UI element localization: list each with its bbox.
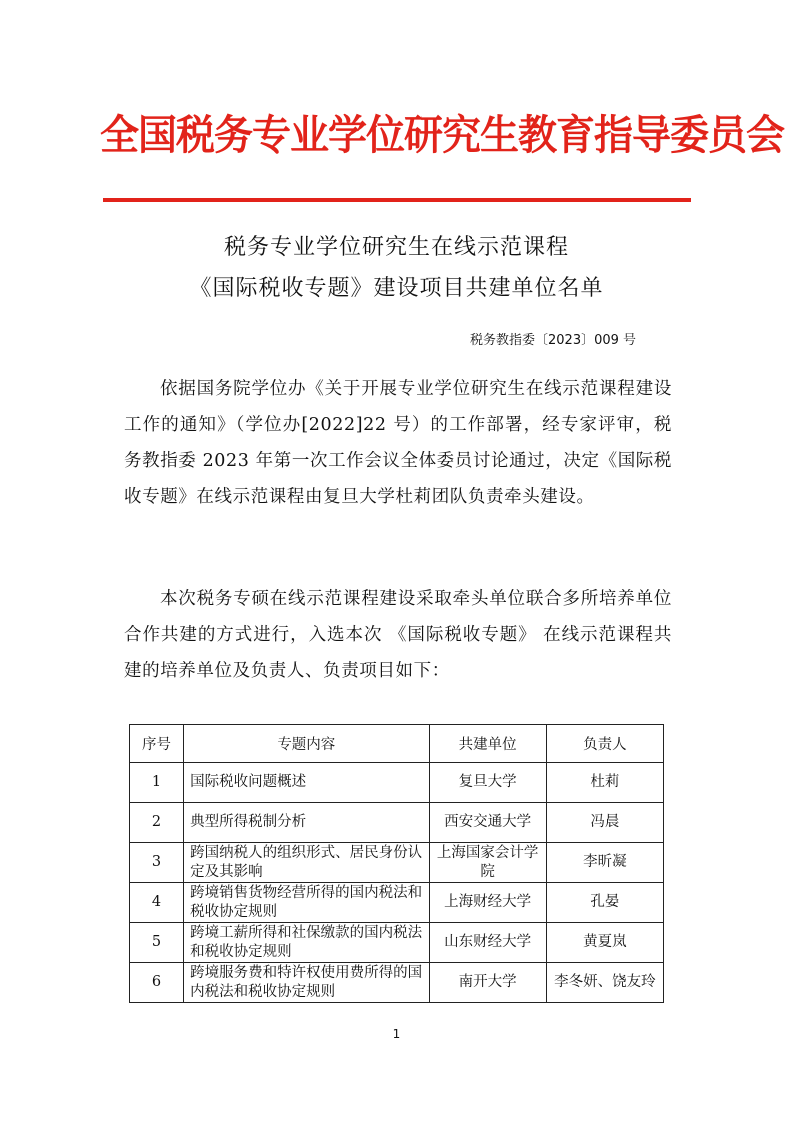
row-unit: 山东财经大学 [429,923,546,963]
document-number: 税务教指委〔2023〕009 号 [470,333,637,348]
row-lead: 冯晨 [546,803,663,843]
table-row [130,803,664,843]
row-number: 6 [130,963,184,1003]
row-number: 1 [130,763,184,803]
table-row [130,923,664,963]
row-topic: 跨境服务费和特许权使用费所得的国内税法和税收协定规则 [184,963,429,1003]
row-unit: 复旦大学 [429,763,546,803]
page-number: 1 [392,1027,401,1041]
row-unit: 上海财经大学 [429,883,546,923]
row-lead: 杜莉 [546,763,663,803]
row-number: 3 [130,843,184,883]
document-title-line-2: 《国际税收专题》建设项目共建单位名单 [189,276,604,301]
header-number: 序号 [130,725,184,763]
row-unit: 南开大学 [429,963,546,1003]
row-topic: 国际税收问题概述 [184,763,429,803]
row-topic: 典型所得税制分析 [184,803,429,843]
header-lead: 负责人 [546,725,663,763]
masthead-divider [103,198,691,202]
row-unit: 西安交通大学 [429,803,546,843]
row-lead: 孔晏 [546,883,663,923]
row-lead: 李昕凝 [546,843,663,883]
document-title-line-1: 税务专业学位研究生在线示范课程 [223,235,569,260]
header-topic: 专题内容 [184,725,429,763]
table-row [130,763,664,803]
table-row [130,963,664,1003]
row-unit: 上海国家会计学院 [429,843,546,883]
body-paragraph-2: 本次税务专硕在线示范课程建设采取牵头单位联合多所培养单位合作共建的方式进行，入选本次 《国际税收专题》 在线示范课程共建的培养单位及负责人、负责项目如下： [124,589,672,681]
header-unit: 共建单位 [429,725,546,763]
row-topic: 跨境工薪所得和社保缴款的国内税法和税收协定规则 [184,923,429,963]
row-lead: 黄夏岚 [546,923,663,963]
row-number: 5 [130,923,184,963]
table-row [130,843,664,883]
row-lead: 李冬妍、饶友玲 [546,963,663,1003]
row-topic: 跨境销售货物经营所得的国内税法和税收协定规则 [184,883,429,923]
table-row [130,883,664,923]
co-builder-table [129,724,664,1003]
masthead-title: 全国税务专业学位研究生教育指导委员会 [100,112,785,160]
row-number: 4 [130,883,184,923]
row-topic: 跨国纳税人的组织形式、居民身份认定及其影响 [184,843,429,883]
table-header-row [130,725,664,763]
body-paragraph-1: 依据国务院学位办《关于开展专业学位研究生在线示范课程建设工作的通知》（学位办[2022]22 号）的工作部署，经专家评审，税务教指委 2023 年第一次工作会议全体委员讨论通过，决定《国际税收专题》在线示范课程由复旦大学杜莉团队负责牵头建设。 [124,379,672,507]
row-number: 2 [130,803,184,843]
